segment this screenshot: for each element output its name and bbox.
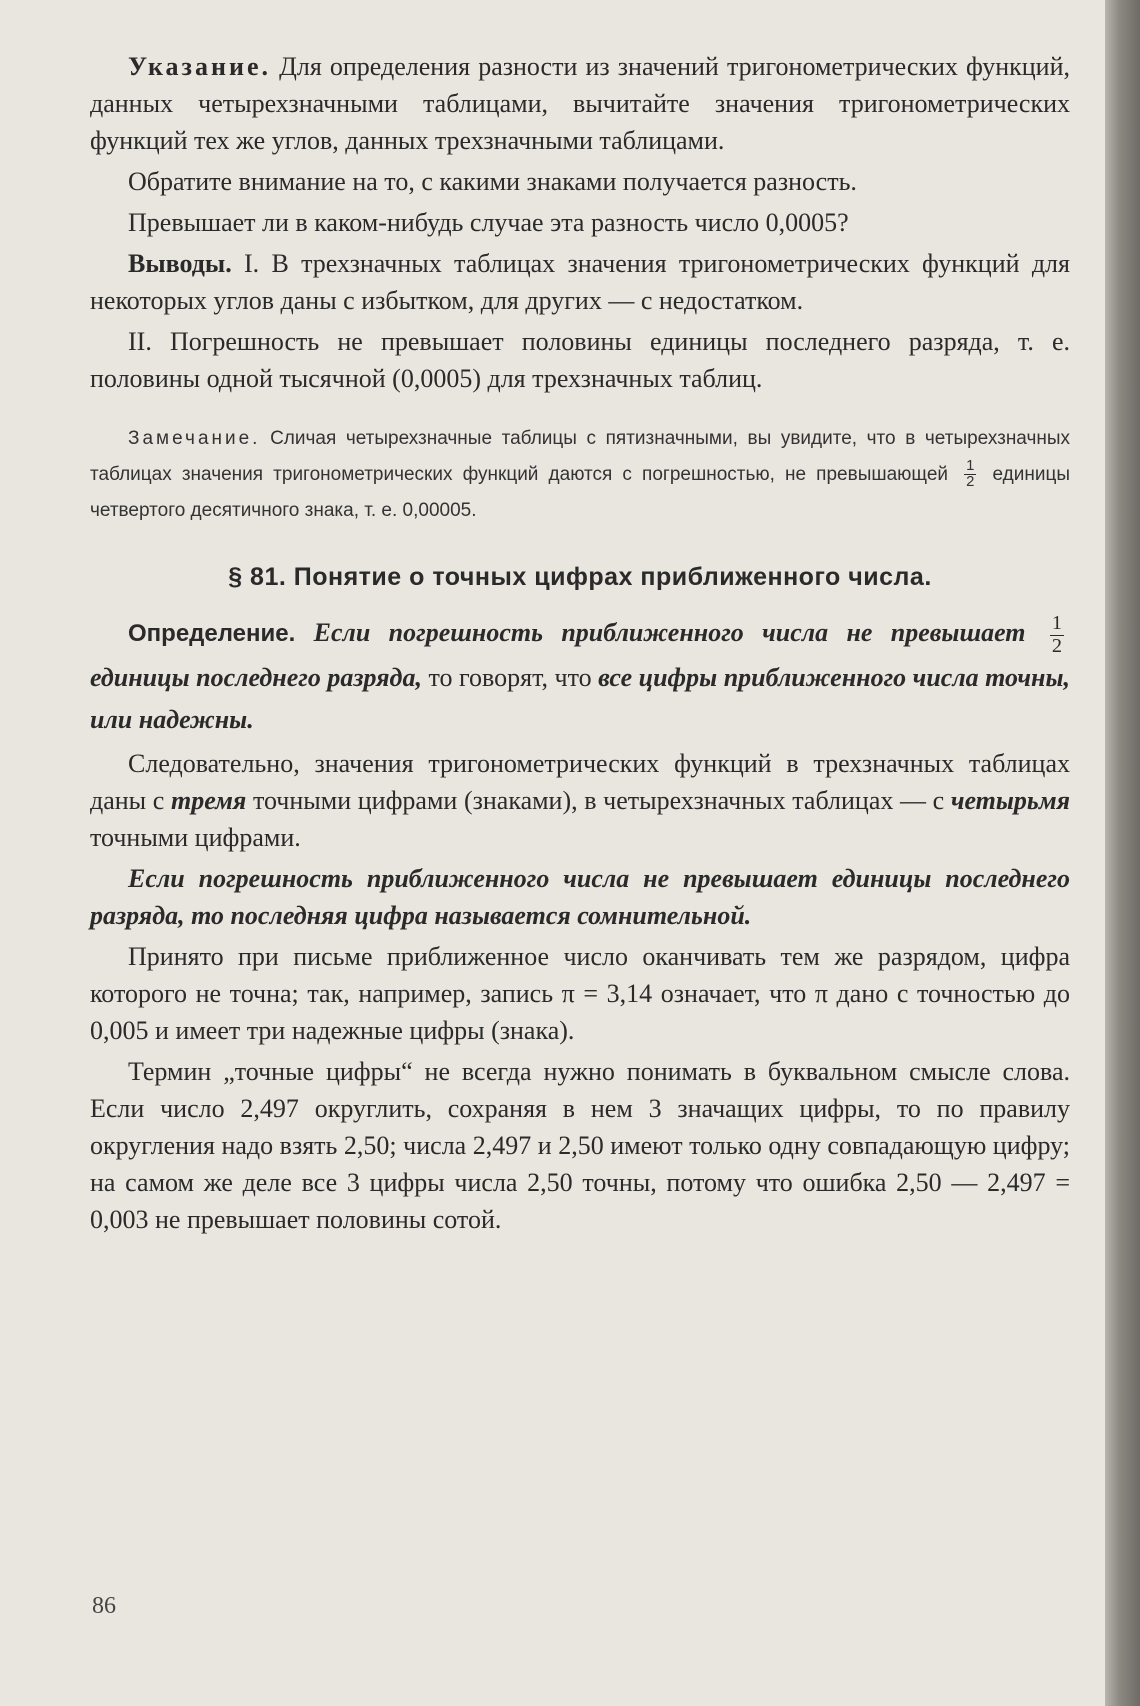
attention-paragraph: Обратите внимание на то, с какими знаками получается разность.: [128, 167, 857, 196]
instruction-label: Указание.: [128, 52, 271, 81]
definition-italic-2: единицы последнего разряда,: [90, 662, 422, 692]
consequence-c: точными цифрами (знаками), в четырехзначных таблицах — с: [252, 785, 945, 815]
remark-label: Замечание.: [128, 428, 261, 449]
notation-paragraph: Принято при письме приближенное число оканчивать тем же разрядом, цифра которого не точна; так, например, запись π = 3,14 означает, что π дано с точностью до 0,005 и имеет три надежные цифры (знака).: [90, 941, 1070, 1045]
definition-paragraph: [90, 612, 1070, 741]
instruction-text: Для определения разности из значений тригонометрических функций, данных четырехзначными таблицами, вычитайте значения тригонометрических функций тех же углов, данных трехзначными таблицами.: [90, 52, 1071, 155]
remark-text-before: Сличая четырехзначные таблицы с пятизначными, вы увидите, что в четырехзначных таблицах значения тригонометрических функций даются с погрешностью, не превышающей: [90, 428, 1071, 485]
definition-fraction: [1050, 613, 1064, 657]
instruction-paragraph: [90, 48, 1070, 159]
definition-label: Определение.: [128, 620, 296, 647]
remark-text-after: единицы четвертого десятичного знака, т. е. 0,00005.: [90, 464, 1071, 521]
fraction-denominator: 2: [1051, 634, 1063, 657]
consequence-paragraph: [90, 745, 1070, 856]
definition-italic-3: все цифры приближенного числа точны, или надежны.: [90, 662, 1071, 734]
definition-italic-1: Если погрешность приближенного числа не превышает: [313, 618, 1026, 647]
conclusions-label: Выводы.: [128, 249, 232, 278]
book-gutter-shadow: [1105, 0, 1140, 1706]
consequence-e: точными цифрами.: [90, 822, 301, 852]
remark-fraction: [964, 459, 976, 491]
page-text: [90, 48, 1070, 1242]
exact-digits-paragraph: Термин „точные цифры“ не всегда нужно понимать в буквальном смысле слова. Если число 2,497 округлить, сохраняя в нем 3 значащих цифры, то по правилу округления надо взять 2,50; числа 2,497 и 2,50 имеют только одну совпадающую цифру; на самом же деле все 3 цифры числа 2,50 точны, потому что ошибка 2,50 — 2,497 = 0,003 не превышает половины сотой.: [90, 1056, 1070, 1234]
fraction-numerator: 1: [966, 457, 975, 474]
definition-plain: то говорят, что: [428, 662, 592, 692]
section-heading: § 81. Понятие о точных цифрах приближенного числа.: [228, 563, 932, 591]
fraction-numerator: 1: [1051, 612, 1063, 635]
conclusions-paragraph: [90, 245, 1070, 319]
remark-note: [90, 421, 1070, 529]
doubtful-digit-paragraph: Если погрешность приближенного числа не превышает единицы последнего разряда, то последняя цифра называется сомнительной.: [90, 863, 1070, 930]
page-number: 86: [92, 1593, 116, 1619]
question-paragraph: Превышает ли в каком-нибудь случае эта разность число 0,0005?: [128, 208, 849, 237]
consequence-three: тремя: [170, 785, 247, 815]
consequence-four: четырьмя: [950, 785, 1071, 815]
fraction-denominator: 2: [966, 474, 975, 491]
conclusions-text: I. В трехзначных таблицах значения тригонометрических функций для некоторых углов даны с избытком, для других — с недостатком.: [90, 249, 1070, 315]
conclusion-two-paragraph: II. Погрешность не превышает половины единицы последнего разряда, т. е. половины одной тысячной (0,0005) для трехзначных таблиц.: [90, 327, 1070, 393]
consequence-a: Следовательно, значения тригонометрических функций в трехзначных таблицах даны с: [90, 748, 1070, 815]
